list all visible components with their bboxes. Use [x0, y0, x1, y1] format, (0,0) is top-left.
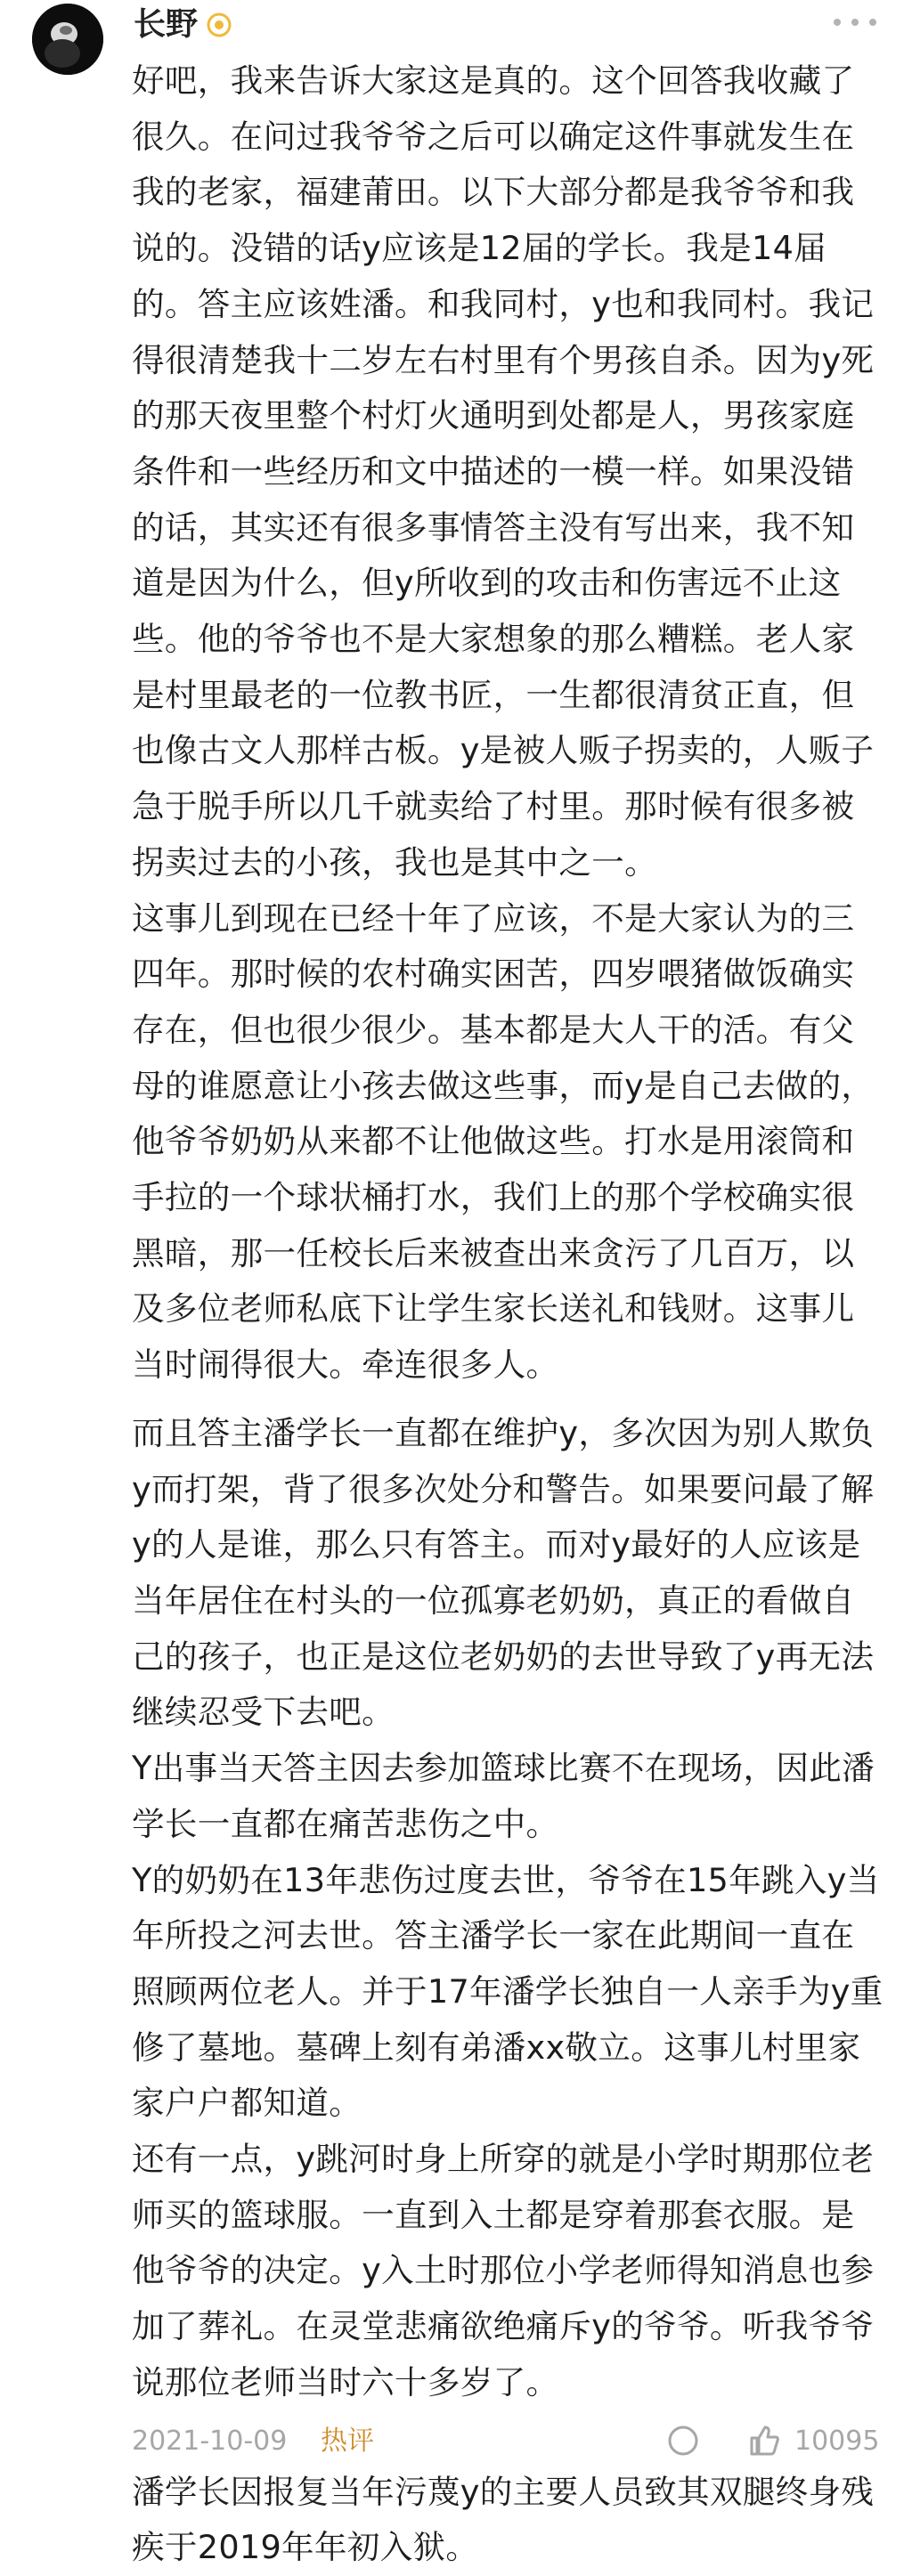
like-icon[interactable]	[746, 2424, 782, 2458]
comment-date: 2021-10-09	[132, 2426, 288, 2457]
more-options-icon[interactable]	[834, 9, 876, 36]
comment-body	[132, 53, 885, 2576]
author-name[interactable]: 长野	[134, 6, 199, 43]
vip-badge-icon	[207, 12, 232, 37]
avatar[interactable]	[32, 4, 103, 75]
comment-footer	[132, 2424, 885, 2459]
hot-comment-label: 热评	[321, 2426, 374, 2457]
like-count: 10095	[794, 2426, 880, 2457]
reply-icon[interactable]	[666, 2426, 700, 2458]
comment-paragraph: 好吧，我来告诉大家这是真的。这个回答我收藏了很久。在问过我爷爷之后可以确定这件事就发生在我的老家，福建莆田。以下大部分都是我爷爷和我说的。没错的话y应该是12届的学长。我是14届的。答主应该姓潘。和我同村，y也和我同村。我记得很清楚我十二岁左右村里有个男孩自杀。因为y死的那天夜里整个村灯火通明到处都是人，男孩家庭条件和一些经历和文中描述的一模一样。如果没错的话，其实还有很多事情答主没有写出来，我不知道是因为什么，但y所收到的攻击和伤害远不止这些。他的爷爷也不是大家想象的那么糟糕。老人家是村里最老的一位教书匠，一生都很清贫正直，但也像古文人那样古板。y是被人贩子拐卖的，人贩子急于脱手所以几千就卖给了村里。那时候有很多被拐卖过去的小孩，我也是其中之一。	[132, 61, 875, 882]
comment-paragraph: Y出事当天答主因去参加篮球比赛不在现场，因此潘学长一直都在痛苦悲伤之中。	[132, 1749, 875, 1843]
comment-paragraph: Y的奶奶在13年悲伤过度去世，爷爷在15年跳入y当年所投之河去世。答主潘学长一家在此期间一直在照顾两位老人。并于17年潘学长独自一人亲手为y重修了墓地。墓碑上刻有弟潘xx敬立。这事儿村里家家户户都知道。	[132, 1860, 884, 2123]
comment-paragraph: 这事儿到现在已经十年了应该，不是大家认为的三四年。那时候的农村确实困苦，四岁喂猪做饭确实存在，但也很少很少。基本都是大人干的活。有父母的谁愿意让小孩去做这些事，而y是自己去做的，他爷爷奶奶从来都不让他做这些。打水是用滚筒和手拉的一个球状桶打水，我们上的那个学校确实很黑暗，那一任校长后来被查出来贪污了几百万，以及多位老师私底下让学生家长送礼和钱财。这事儿当时闹得很大。牵连很多人。	[132, 898, 875, 1385]
comment-paragraph: 潘学长因报复当年污蔑y的主要人员致其双腿终身残疾于2019年年初入狱。	[132, 2472, 875, 2567]
comment-paragraph: 而且答主潘学长一直都在维护y，多次因为别人欺负y而打架，背了很多次处分和警告。如果要问最了解y的人是谁，那么只有答主。而对y最好的人应该是当年居住在村头的一位孤寡老奶奶，真正的看做自己的孩子，也正是这位老奶奶的去世导致了y再无法继续忍受下去吧。	[132, 1413, 875, 1732]
comment-paragraph: 还有一点，y跳河时身上所穿的就是小学时期那位老师买的篮球服。一直到入土都是穿着那套衣服。是他爷爷的决定。y入土时那位小学老师得知消息也参加了葬礼。在灵堂悲痛欲绝痛斥y的爷爷。听我爷爷说那位老师当时六十多岁了。	[132, 2140, 875, 2401]
paragraph-spacer	[132, 1394, 885, 1406]
avatar-image-icon	[32, 4, 103, 75]
